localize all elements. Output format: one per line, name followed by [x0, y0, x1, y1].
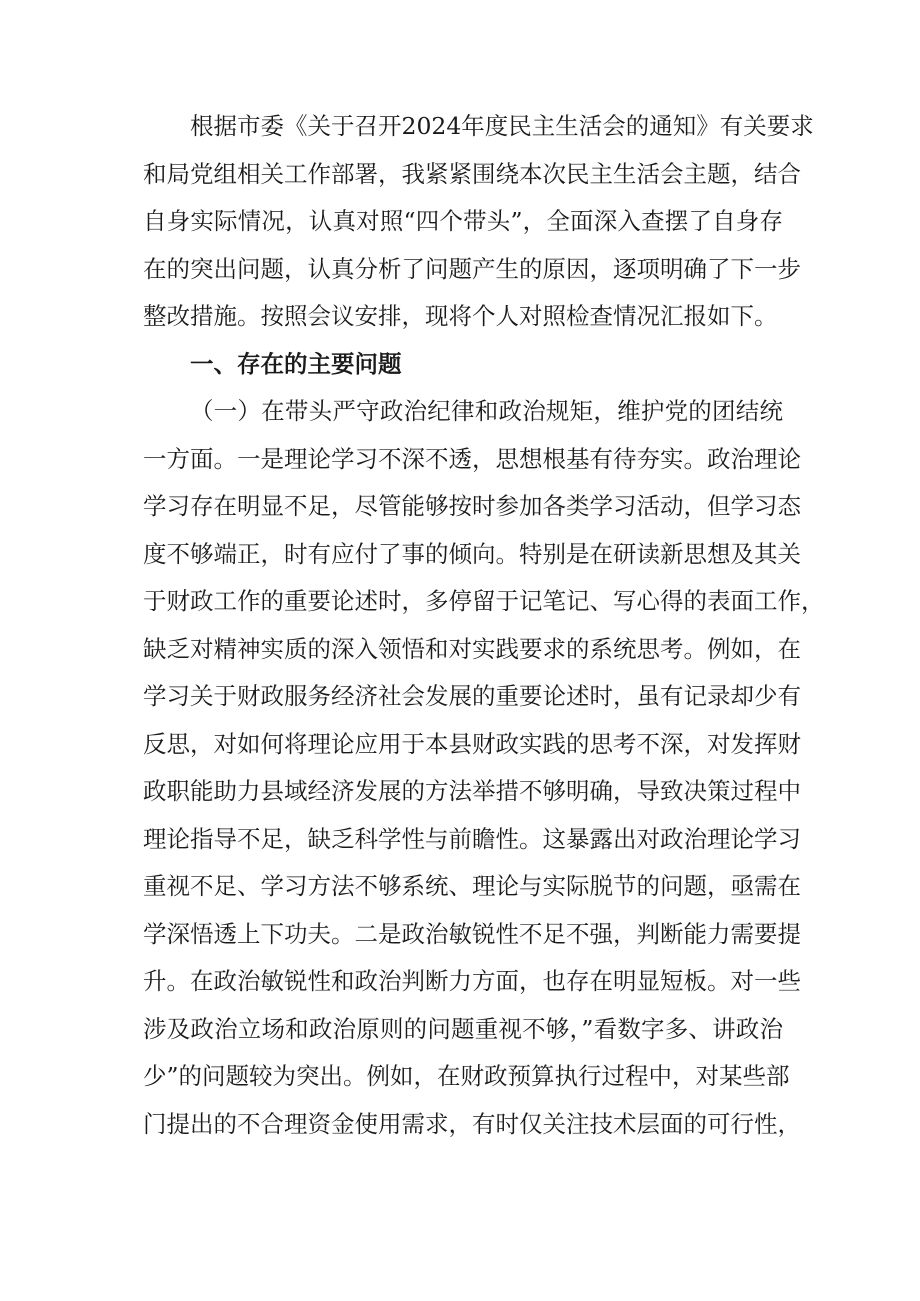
- paragraph-line: 自身实际情况，认真对照“四个带头”，全面深入查摆了自身存: [143, 207, 783, 235]
- paragraph-line: 涉及政治立场和政治原则的问题重视不够，”看数字多、讲政治: [143, 1014, 783, 1043]
- paragraph-line: 反思，对如何将理论应用于本县财政实践的思考不深，对发挥财: [143, 729, 801, 758]
- paragraph-line: 学习关于财政服务经济社会发展的重要论述时，虽有记录却少有: [143, 682, 801, 710]
- paragraph-line: 理论指导不足，缺乏科学性与前瞻性。这暴露出对政治理论学习: [143, 824, 801, 853]
- paragraph-line: 重视不足、学习方法不够系统、理论与实际脱节的问题，亟需在: [143, 872, 801, 900]
- paragraph-line: 整改措施。按照会议安排，现将个人对照检查情况汇报如下。: [143, 302, 778, 330]
- paragraph-line: 门提出的不合理资金使用需求，有时仅关注技术层面的可行性，: [143, 1109, 801, 1138]
- paragraph-line: 政职能助力县域经济发展的方法举措不够明确，导致决策过程中: [143, 777, 801, 805]
- paragraph-line: 根据市委《关于召开2024年度民主生活会的通知》有关要求: [190, 112, 814, 140]
- paragraph-line: （一）在带头严守政治纪律和政治规矩，维护党的团结统: [190, 397, 783, 425]
- section-heading: 一、存在的主要问题: [190, 349, 402, 378]
- paragraph-line: 升。在政治敏锐性和政治判断力方面，也存在明显短板。对一些: [143, 967, 801, 995]
- paragraph-line: 度不够端正，时有应付了事的倾向。特别是在研读新思想及其关: [143, 539, 801, 568]
- paragraph-line: 学深悟透上下功夫。二是政治敏锐性不足不强，判断能力需要提: [143, 919, 801, 948]
- paragraph-line: 于财政工作的重要论述时，多停留于记笔记、写心得的表面工作，: [143, 587, 825, 615]
- paragraph-line: 少”的问题较为突出。例如，在财政预算执行过程中，对某些部: [143, 1062, 790, 1090]
- paragraph-line: 在的突出问题，认真分析了问题产生的原因，逐项明确了下一步: [143, 254, 801, 283]
- paragraph-line: 一方面。一是理论学习不深不透，思想根基有待夯实。政治理论: [143, 444, 801, 473]
- paragraph-line: 缺乏对精神实质的深入领悟和对实践要求的系统思考。例如，在: [143, 634, 801, 663]
- paragraph-line: 学习存在明显不足，尽管能够按时参加各类学习活动，但学习态: [143, 492, 801, 520]
- paragraph-line: 和局党组相关工作部署，我紧紧围绕本次民主生活会主题，结合: [143, 159, 801, 188]
